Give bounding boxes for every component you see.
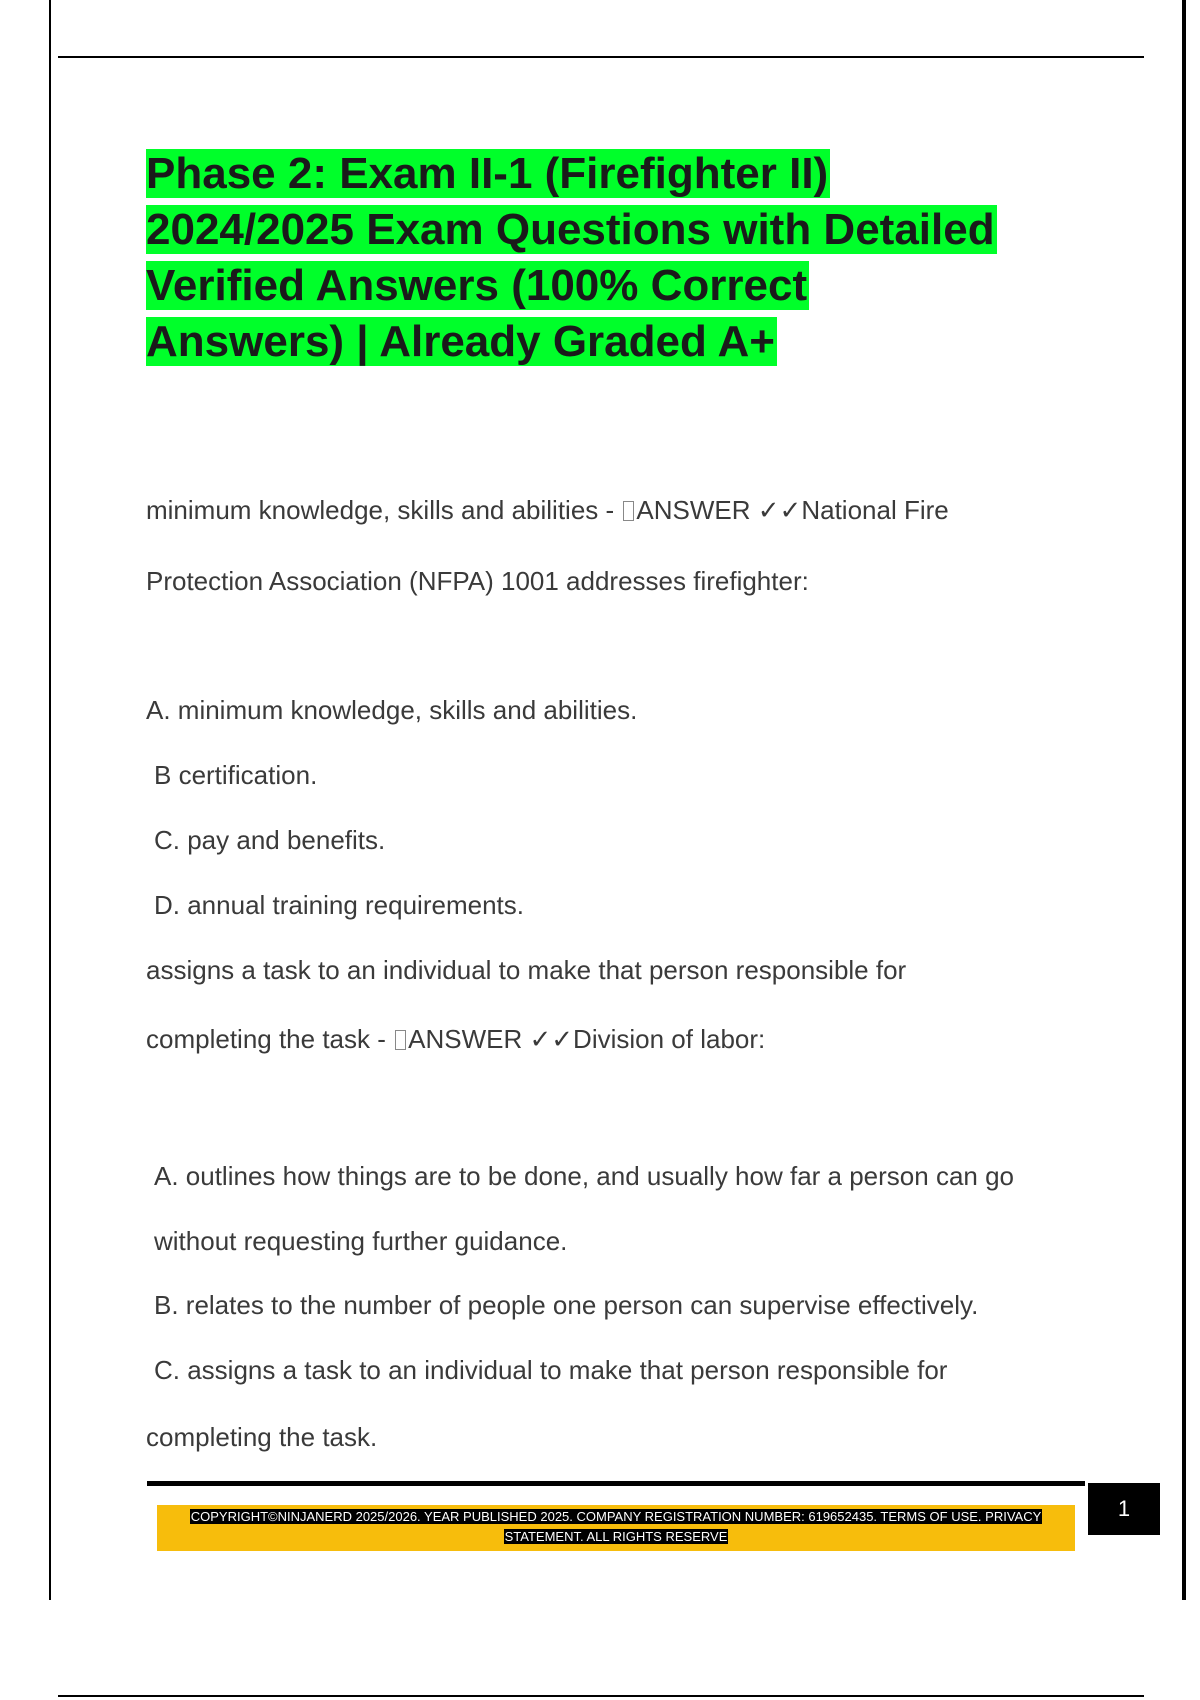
footer-line-2: STATEMENT. ALL RIGHTS RESERVE: [504, 1529, 728, 1544]
question-1-option-c: C. pay and benefits.: [154, 825, 386, 855]
page-number: 1: [1088, 1483, 1160, 1535]
question-2-answer: Division of labor:: [573, 1024, 766, 1054]
title-line-2: 2024/2025 Exam Questions with Detailed: [146, 205, 995, 254]
question-1-answer-tag: ANSWER ✓✓: [636, 495, 802, 525]
top-rule: [58, 56, 1144, 58]
missing-glyph-box-icon: [395, 1030, 406, 1050]
document-title: [146, 146, 1086, 370]
question-1-prompt: minimum knowledge, skills and abilities -: [146, 495, 622, 525]
footer-rule: [147, 1481, 1085, 1486]
question-1-answer-continued: Protection Association (NFPA) 1001 addresses firefighter:: [146, 566, 809, 596]
missing-glyph-box-icon: [623, 501, 634, 521]
question-2-text-line-1: assigns a task to an individual to make that person responsible for: [146, 955, 907, 985]
question-2-text-line-2: [146, 1023, 765, 1055]
bottom-rule: [58, 1695, 1144, 1697]
question-2-option-c-continued: completing the task.: [146, 1422, 378, 1452]
question-2-option-a: A. outlines how things are to be done, and usually how far a person can go: [154, 1161, 1015, 1191]
question-1-answer: National Fire: [801, 495, 949, 525]
question-1-option-d: D. annual training requirements.: [154, 890, 524, 920]
title-line-4: Answers) | Already Graded A+: [146, 317, 775, 366]
question-2-option-a-continued: without requesting further guidance.: [154, 1226, 568, 1256]
title-line-1: Phase 2: Exam II-1 (Firefighter II): [146, 149, 829, 198]
question-2-prompt-end: completing the task -: [146, 1024, 394, 1054]
question-1-option-a: A. minimum knowledge, skills and abilities.: [146, 695, 638, 725]
question-2-answer-tag: ANSWER ✓✓: [408, 1024, 574, 1054]
question-1-option-b: B certification.: [154, 760, 318, 790]
title-line-3: Verified Answers (100% Correct: [146, 261, 808, 310]
question-1-text: [146, 494, 949, 526]
footer-copyright-text: [157, 1507, 1075, 1547]
question-2-option-b: B. relates to the number of people one person can supervise effectively.: [154, 1290, 979, 1320]
page-border-left: [49, 0, 51, 1600]
page-border-right: [1182, 0, 1186, 1600]
question-2-option-c: C. assigns a task to an individual to make that person responsible for: [154, 1355, 948, 1385]
footer-line-1: COPYRIGHT©NINJANERD 2025/2026. YEAR PUBLISHED 2025. COMPANY REGISTRATION NUMBER: 619652435. TERMS OF USE. PRIVACY: [190, 1509, 1042, 1524]
